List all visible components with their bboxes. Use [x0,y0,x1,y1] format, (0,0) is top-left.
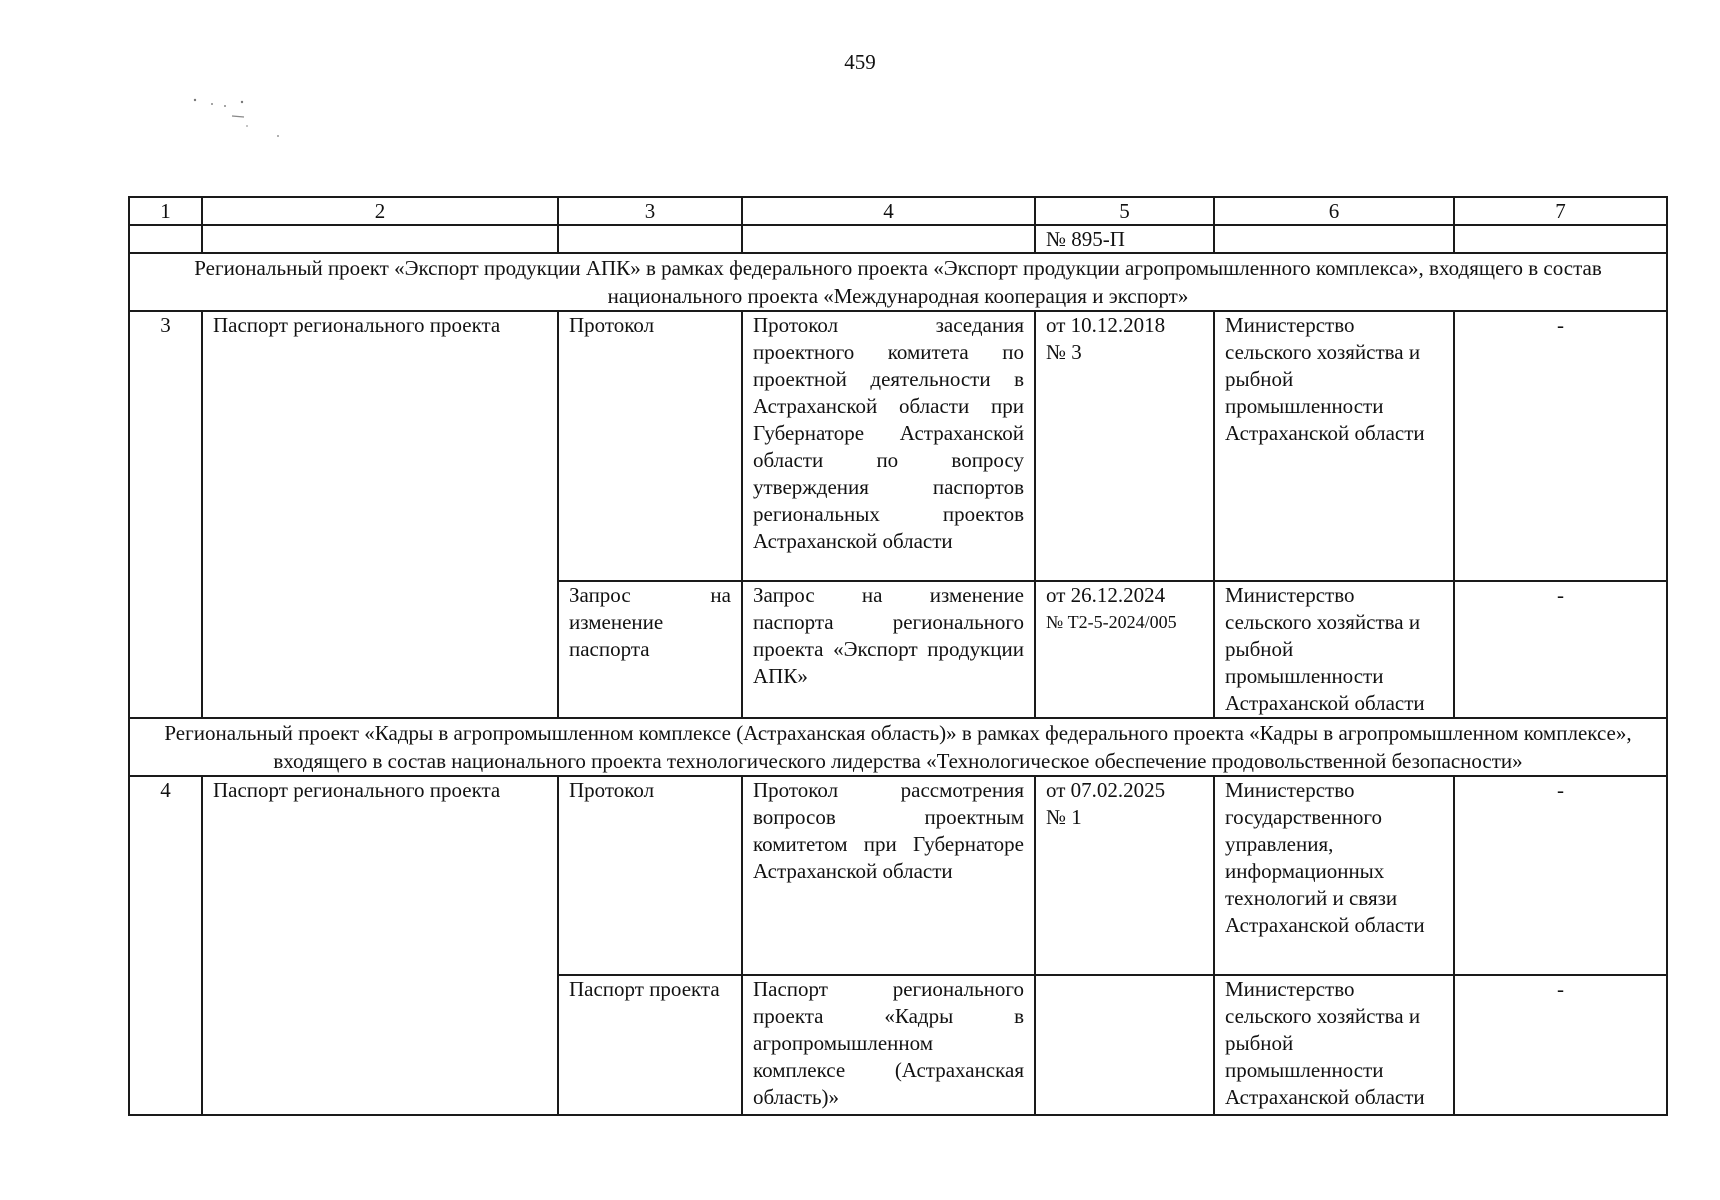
section-heading-row [129,253,1667,311]
doc-date-number [1035,311,1214,581]
note: - [1454,975,1667,1115]
doc-number: № 3 [1046,340,1082,364]
cell [1454,225,1667,253]
project-name: Паспорт регионального проекта [202,776,558,1115]
cell [742,225,1035,253]
carry-over-row [129,225,1667,253]
responsible-agency: Министерство сельского хозяйства и рыбной промышленности Астраханской области [1214,311,1454,581]
section-title: Региональный проект «Экспорт продукции АПК» в рамках федерального проекта «Экспорт продукции агропромышленного комплекса», входящего в состав национального проекта «Международная кооперация и экспорт» [129,253,1667,311]
responsible-agency: Министерство государственного управления, информационных технологий и связи Астраханской области [1214,776,1454,975]
cell [1214,225,1454,253]
table-row [129,311,1667,581]
doc-date-number [1035,975,1214,1115]
doc-title: Паспорт регионального проекта «Кадры в агропромышленном комплексе (Астраханская область)» [742,975,1035,1115]
col-header: 7 [1454,197,1667,225]
doc-date: от 07.02.2025 [1046,778,1166,802]
row-number: 4 [129,776,202,1115]
cell [202,225,558,253]
section-title: Региональный проект «Кадры в агропромышленном комплексе (Астраханская область)» в рамках федерального проекта «Кадры в агропромышленном комплексе», входящего в состав национального проекта технологического лидерства «Технологическое обеспечение продовольственной безопасности» [129,718,1667,776]
doc-number: № 1 [1046,805,1082,829]
section-heading-row [129,718,1667,776]
responsible-agency: Министерство сельского хозяйства и рыбной промышленности Астраханской области [1214,975,1454,1115]
doc-date-number [1035,581,1214,718]
col-header: 2 [202,197,558,225]
project-name: Паспорт регионального проекта [202,311,558,718]
col-header: 6 [1214,197,1454,225]
doc-title: Запрос на изменение паспорта регионального проекта «Экспорт продукции АПК» [742,581,1035,718]
doc-type: Протокол [558,776,742,975]
doc-number: № Т2-5-2024/005 [1046,612,1177,632]
col-header: 5 [1035,197,1214,225]
col-header: 4 [742,197,1035,225]
column-number-header [129,197,1667,225]
page-number: 459 [844,50,876,74]
doc-date: от 10.12.2018 [1046,313,1166,337]
doc-type: Протокол [558,311,742,581]
col-header: 1 [129,197,202,225]
cell [558,225,742,253]
cell-doc-number: № 895-П [1035,225,1214,253]
doc-date-number [1035,776,1214,975]
table-row [129,776,1667,975]
col-header: 3 [558,197,742,225]
scan-speck-marks [192,96,282,140]
note: - [1454,581,1667,718]
document-registry-table [128,196,1668,1116]
cell [129,225,202,253]
note: - [1454,311,1667,581]
row-number: 3 [129,311,202,718]
doc-type: Паспорт проекта [558,975,742,1115]
doc-title: Протокол заседания проектного комитета по проектной деятельности в Астраханской области при Губернаторе Астраханской области по вопросу утверждения паспортов региональных проектов Астраханской области [742,311,1035,581]
responsible-agency: Министерство сельского хозяйства и рыбной промышленности Астраханской области [1214,581,1454,718]
note: - [1454,776,1667,975]
doc-title: Протокол рассмотрения вопросов проектным комитетом при Губернаторе Астраханской области [742,776,1035,975]
doc-date: от 26.12.2024 [1046,583,1166,607]
doc-type: Запрос на изменение паспорта [558,581,742,718]
